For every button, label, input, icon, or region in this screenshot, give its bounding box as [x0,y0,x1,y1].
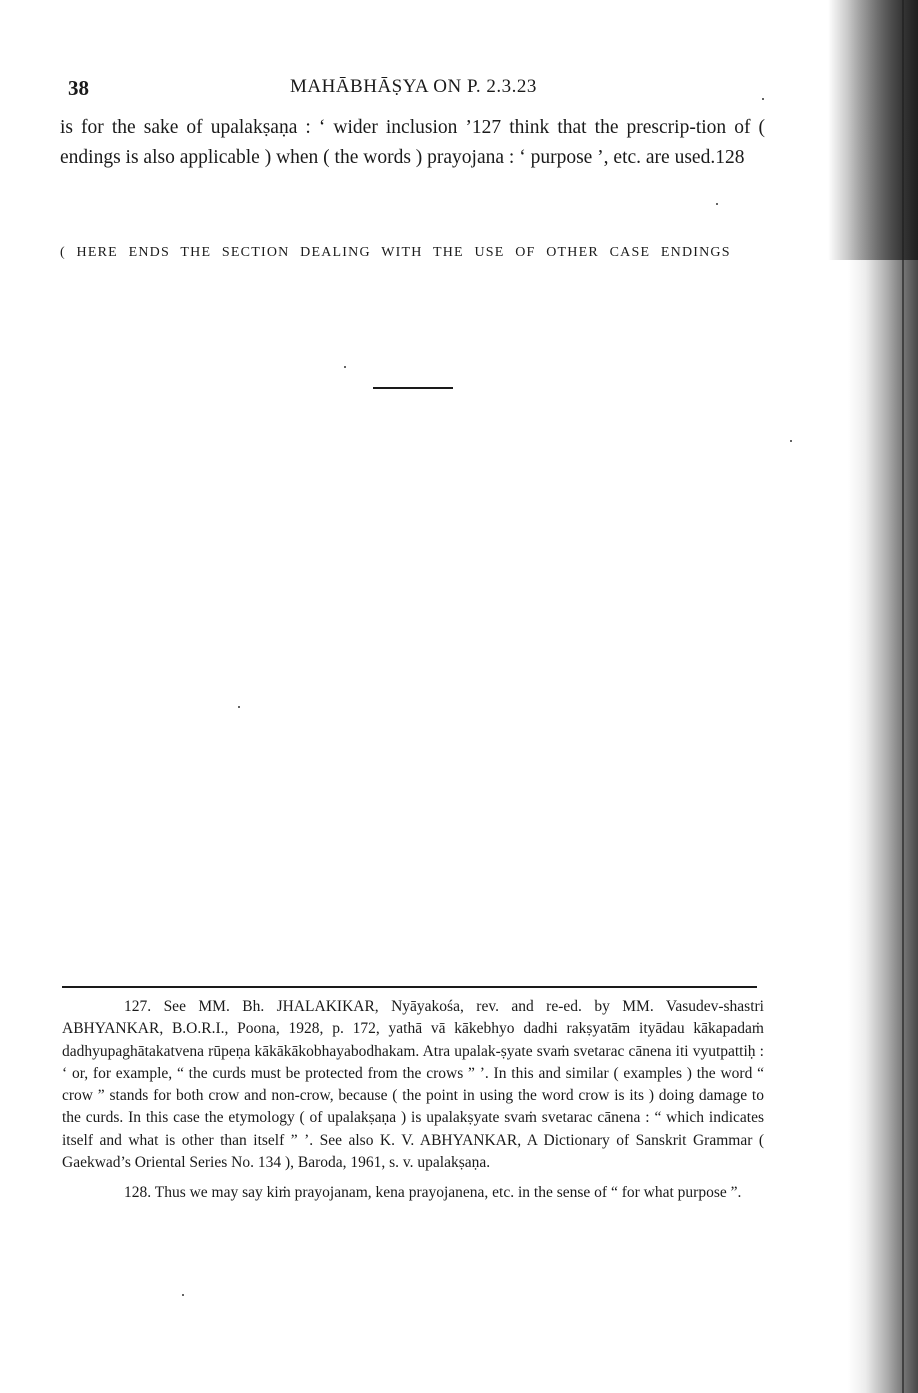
footnote-text: See MM. Bh. JHALAKIKAR, Nyāyakośa, rev. and re-ed. by MM. Vasudev-shastri ABHYANKAR, B.O.R.I., Poona, 1928, p. 172, yathā vā kākebhyo dadhi rakṣyatām ityādau kākapadaṁ dadhyupaghātakatvena rūpeṇa kākākākobhayabodhakam. Atra upalak-ṣyate svaṁ svetarac cānena iti vyutpattiḥ : ‘ or, for example, “ the curds must be protected from the crows ” ’. In this and similar ( examples ) the word “ crow ” stands for both crow and non-crow, because ( the point in using the word crow is its ) doing damage to the curds. In this case the etymology ( of upalakṣaṇa ) is upalakṣyate svaṁ svetarac cānena : “ which indicates itself and what is other than itself ” ’. See also K. V. ABHYANKAR, A Dictionary of Sanskrit Grammar ( Gaekwad’s Oriental Series No. 134 ), Baroda, 1961, s. v. upalakṣaṇa. [62,998,764,1172]
scan-speck [762,98,764,100]
binding-shadow-top [828,0,918,260]
body-paragraph [60,113,765,173]
running-head [68,72,768,102]
body-text: is for the sake of upalakṣaṇa : ‘ wider inclusion ’127 think that the prescrip-tion of ( endings is also applicable ) when ( the words ) prayojana : ‘ purpose ’, etc. are used.128 [60,117,765,168]
footnote-rule [62,986,757,988]
footnote-number: 128. [124,1184,152,1202]
running-title: MAHĀBHĀṢYA ON P. 2.3.23 [290,76,537,97]
scan-speck [716,203,718,205]
scan-speck [344,366,346,368]
footnotes [62,996,764,1213]
footnote-text: Thus we may say kiṁ prayojanam, kena prayojanena, etc. in the sense of “ for what purpose ”. [154,1184,742,1202]
scan-speck [790,440,792,442]
binding-edge [902,0,904,1393]
scan-speck [238,706,240,708]
section-divider [373,387,453,389]
footnote-127 [62,996,764,1174]
footnote-128 [62,1182,764,1204]
section-end-note: ( HERE ENDS THE SECTION DEALING WITH THE USE OF OTHER CASE ENDINGS [60,245,731,260]
footnote-number: 127. [124,998,152,1015]
page-number: 38 [68,76,89,100]
scan-speck [182,1294,184,1296]
